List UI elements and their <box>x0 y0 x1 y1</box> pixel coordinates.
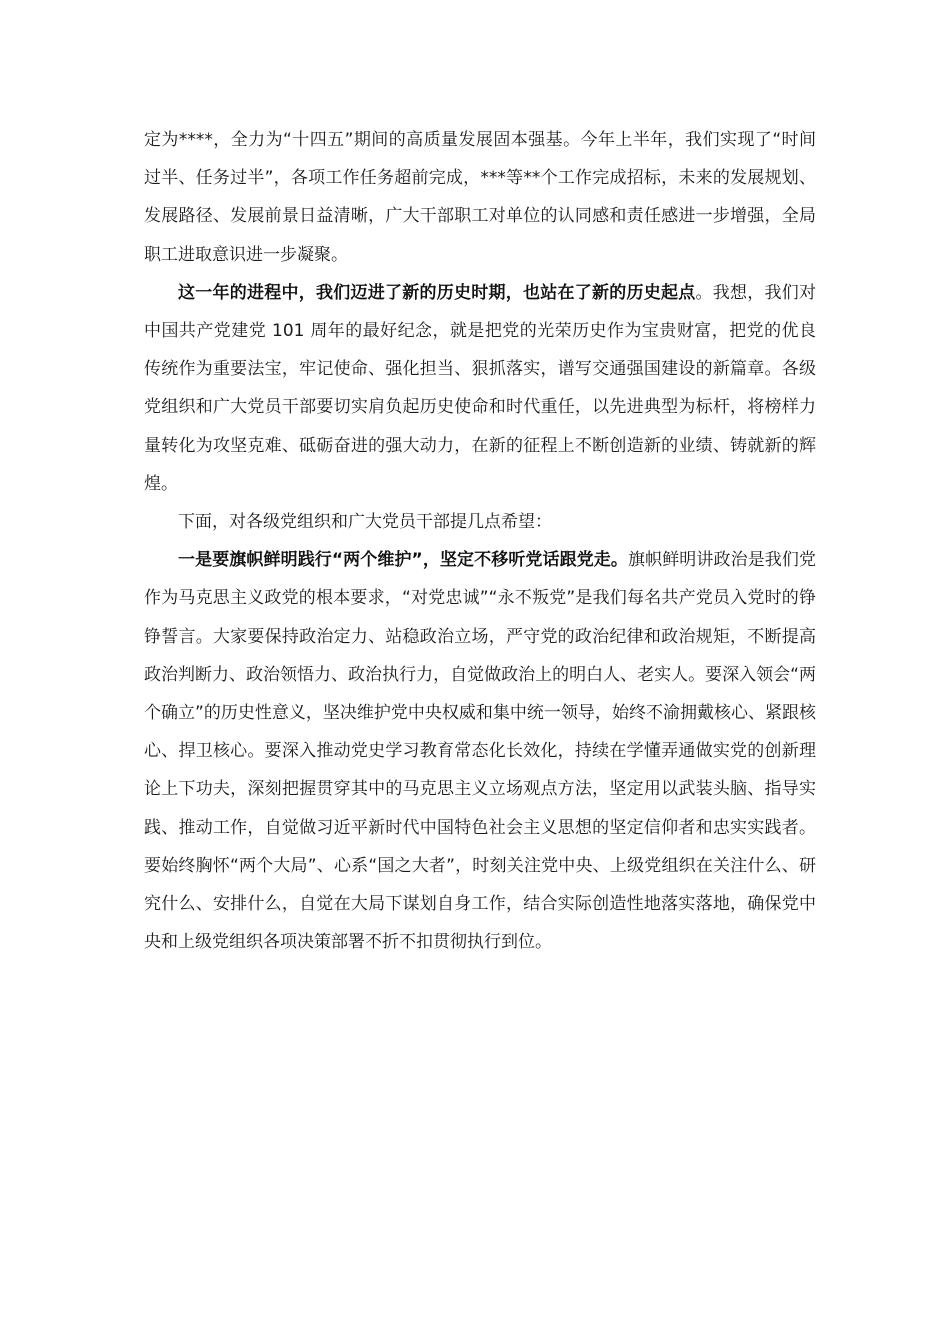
paragraph-point-one <box>144 541 816 961</box>
paragraph-expectations-intro <box>144 503 816 541</box>
paragraph-lead-bold: 一是要旗帜鲜明践行“两个维护”，坚定不移听党话跟党走。 <box>178 550 629 571</box>
paragraph-lead-bold: 这一年的进程中，我们迈进了新的历史时期，也站在了新的历史起点 <box>178 282 696 303</box>
paragraph-text: 旗帜鲜明讲政治是我们党作为马克思主义政党的根本要求，“对党忠诚”“永不叛党”是我们每名共产党员入党时的铮铮誓言。大家要保持政治定力、站稳政治立场，严守党的政治纪律和政治规矩，不断提高政治判断力、政治领悟力、政治执行力，自觉做政治上的明白人、老实人。要深入领会“两个确立”的历史性意义，坚决维护党中央权威和集中统一领导，始终不渝拥戴核心、紧跟核心、捍卫核心。要深入推动党史学习教育常态化长效化，持续在学懂弄通做实党的创新理论上下功夫，深刻把握贯穿其中的马克思主义立场观点方法，坚定用以武装头脑、指导实践、推动工作，自觉做习近平新时代中国特色社会主义思想的坚定信仰者和忠实实践者。要始终胸怀“两个大局”、心系“国之大者”，时刻关注党中央、上级党组织在关注什么、研究什么、安排什么，自觉在大局下谋划自身工作，结合实际创造性地落实落地，确保党中央和上级党组织各项决策部署不折不扣贯彻执行到位。 <box>144 550 816 953</box>
document-page <box>144 121 816 961</box>
paragraph-text: 定为****，全力为“十四五”期间的高质量发展固本强基。今年上半年，我们实现了“时间过半、任务过半”，各项工作任务超前完成，***等**个工作完成招标，未来的发展规划、发展路径、发展前景日益清晰，广大干部职工对单位的认同感和责任感进一步增强，全局职工进取意识进一步凝聚。 <box>144 130 816 265</box>
paragraph-text: 。我想，我们对中国共产党建党 101 周年的最好纪念，就是把党的光荣历史作为宝贵财富，把党的优良传统作为重要法宝，牢记使命、强化担当、狠抓落实，谱写交通强国建设的新篇章。各级党组织和广大党员干部要切实肩负起历史使命和时代重任，以先进典型为标杆，将榜样力量转化为攻坚克难、砥砺奋进的强大动力，在新的征程上不断创造新的业绩、铸就新的辉煌。 <box>144 282 816 494</box>
paragraph-text: 下面，对各级党组织和广大党员干部提几点希望： <box>178 512 552 533</box>
paragraph-continuation <box>144 121 816 274</box>
paragraph-new-historical-period <box>144 274 816 503</box>
